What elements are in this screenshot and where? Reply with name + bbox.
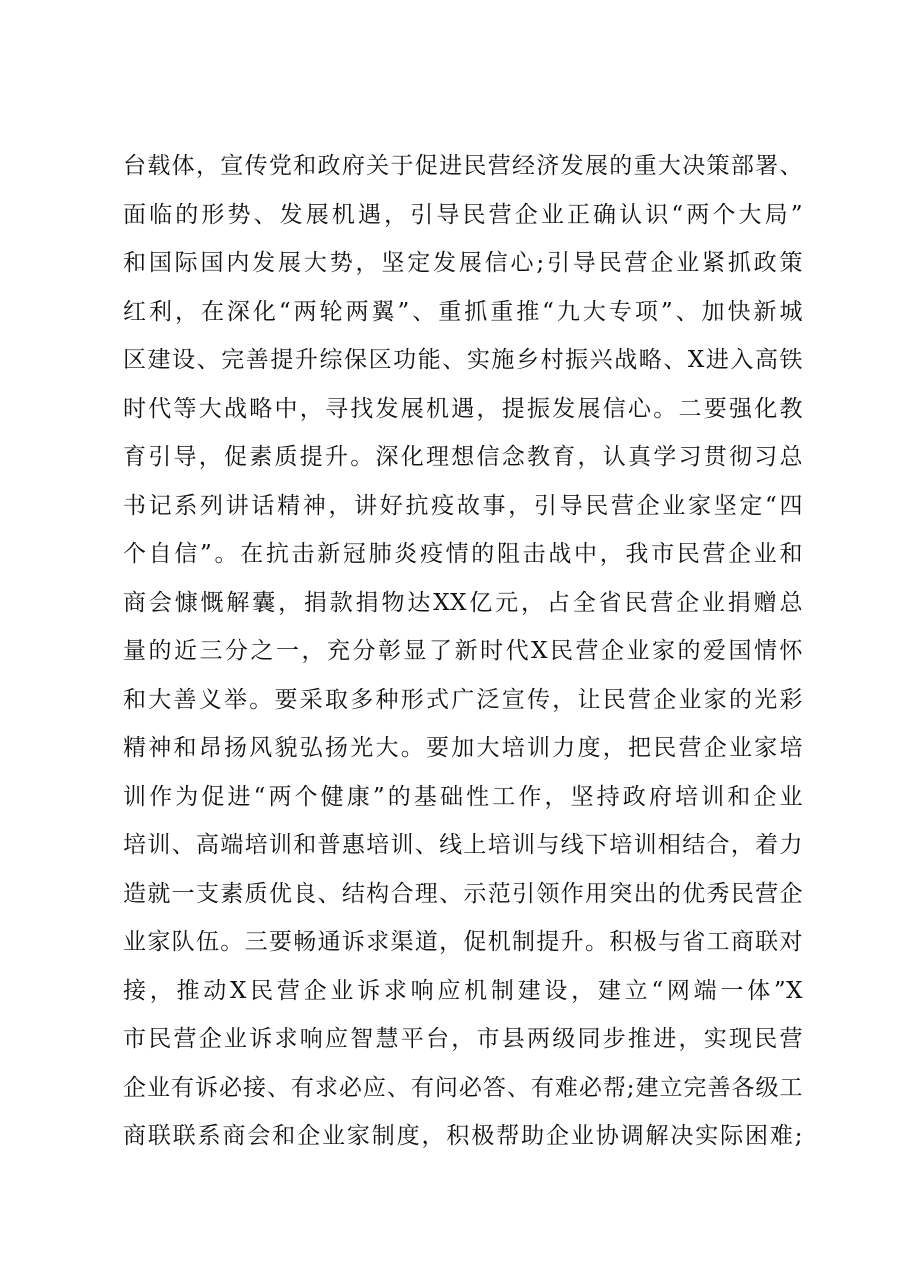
text-line: 区建设、完善提升综保区功能、实施乡村振兴战略、X进入高铁 <box>123 347 803 373</box>
text-line: 业家队伍。三要畅通诉求渠道，促机制提升。积极与省工商联对 <box>123 929 803 955</box>
text-line: 企业有诉必接、有求必应、有问必答、有难必帮;建立完善各级工 <box>123 1074 803 1101</box>
text-line: 商联联系商会和企业家制度，积极帮助企业协调解决实际困难; <box>123 1123 803 1149</box>
text-line: 市民营企业诉求响应智慧平台，市县两级同步推进，实现民营 <box>123 1026 803 1052</box>
text-line: 个自信”。在抗击新冠肺炎疫情的阻击战中，我市民营企业和 <box>123 541 803 567</box>
text-line: 训作为促进“两个健康”的基础性工作，坚持政府培训和企业 <box>123 783 803 810</box>
text-line: 精神和昂扬风貌弘扬光大。要加大培训力度，把民营企业家培 <box>123 735 803 761</box>
text-line: 接，推动X民营企业诉求响应机制建设，建立“网端一体”X <box>123 977 803 1004</box>
text-line: 造就一支素质优良、结构合理、示范引领作用突出的优秀民营企 <box>123 880 803 907</box>
text-line: 商会慷慨解囊，捐款捐物达XX亿元，占全省民营企业捐赠总 <box>123 589 803 616</box>
text-line: 台载体，宣传党和政府关于促进民营经济发展的重大决策部署、 <box>123 153 803 179</box>
text-line: 量的近三分之一，充分彰显了新时代X民营企业家的爱国情怀 <box>123 638 803 664</box>
text-line: 培训、高端培训和普惠培训、线上培训与线下培训相结合，着力 <box>123 832 803 858</box>
body-text <box>123 142 803 1161</box>
text-line: 书记系列讲话精神，讲好抗疫故事，引导民营企业家坚定“四 <box>123 492 803 519</box>
text-line: 和大善义举。要采取多种形式广泛宣传，让民营企业家的光彩 <box>123 686 803 713</box>
text-line: 育引导，促素质提升。深化理想信念教育，认真学习贯彻习总 <box>123 444 803 470</box>
text-line: 面临的形势、发展机遇，引导民营企业正确认识“两个大局” <box>123 201 803 228</box>
text-line: 和国际国内发展大势，坚定发展信心;引导民营企业紧抓政策 <box>123 250 803 276</box>
text-line: 红利，在深化“两轮两翼”、重抓重推“九大专项”、加快新城 <box>123 298 803 325</box>
text-line: 时代等大战略中，寻找发展机遇，提振发展信心。二要强化教 <box>123 395 803 422</box>
